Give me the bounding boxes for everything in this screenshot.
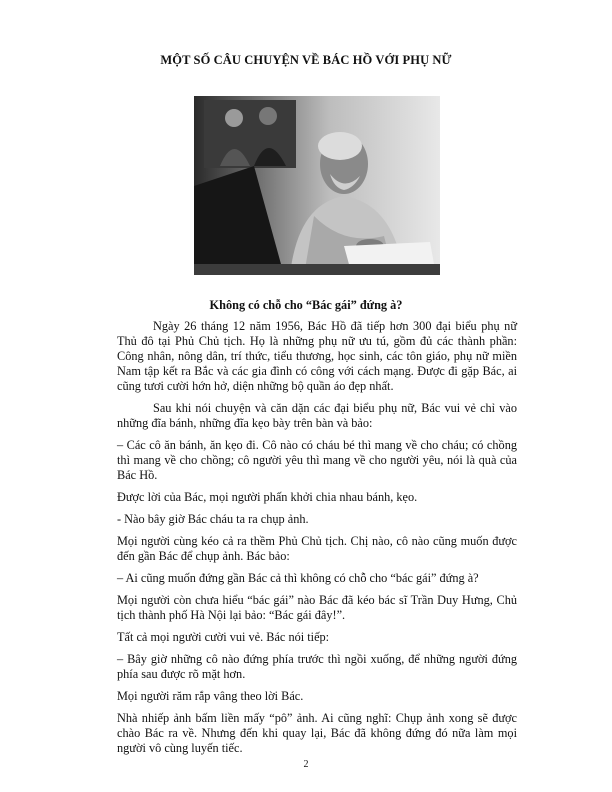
story-title: Không có chỗ cho “Bác gái” đứng à?: [209, 298, 403, 312]
page-number: 2: [303, 759, 309, 770]
paragraph: Sau khi nói chuyện và căn dặn các đại biểu phụ nữ, Bác vui vẻ chỉ vào những đĩa bánh, những đĩa kẹo bày trên bàn và bảo:: [117, 401, 517, 430]
paragraph: Mọi người răm rắp vâng theo lời Bác.: [117, 689, 304, 703]
paragraph: Mọi người cùng kéo cả ra thềm Phủ Chủ tịch. Chị nào, cô nào cũng muốn được đến gần Bác để chụp ảnh. Bác bảo:: [117, 534, 517, 563]
paragraph: - Nào bây giờ Bác cháu ta ra chụp ảnh.: [117, 512, 309, 526]
paragraph: Nhà nhiếp ảnh bấm liền mấy “pô” ảnh. Ai cũng nghĩ: Chụp ảnh xong sẽ được chào Bác ra về. Nhưng đến khi quay lại, Bác đã không đứng đó nữa làm mọi người vô cùng luyến tiếc.: [117, 711, 517, 755]
paragraph: Ngày 26 tháng 12 năm 1956, Bác Hồ đã tiếp hơn 300 đại biểu phụ nữ Thủ đô tại Phủ Chủ tịch. Họ là những phụ nữ ưu tú, gồm đủ các thành phần: Công nhân, nông dân, trí thức, tiểu thương, học sinh, các tôn giáo, phụ nữ miền Nam tập kết ra Bắc và các gia đình có công với cách mạng. Được đi gặp Bác, ai cũng tươi cười hớn hở, diện những bộ quần áo đẹp nhất.: [117, 319, 517, 393]
paragraph: Tất cả mọi người cười vui vẻ. Bác nói tiếp:: [117, 630, 330, 644]
paragraph: Được lời của Bác, mọi người phấn khởi chia nhau bánh, kẹo.: [117, 490, 418, 504]
paragraph: – Ai cũng muốn đứng gần Bác cả thì không có chỗ cho “bác gái” đứng à?: [117, 571, 479, 585]
story-body: [117, 319, 517, 763]
paragraph: – Bây giờ những cô nào đứng phía trước thì ngồi xuống, để những người đứng phía sau được rõ mặt hơn.: [117, 652, 517, 681]
page-title: MỘT SỐ CÂU CHUYỆN VỀ BÁC HỒ VỚI PHỤ NỮ: [160, 53, 452, 67]
portrait-photo: [194, 96, 440, 275]
paragraph: Mọi người còn chưa hiểu “bác gái” nào Bác đã kéo bác sĩ Trần Duy Hưng, Chủ tịch thành phố Hà Nội lại bảo: “Bác gái đây!”.: [117, 593, 517, 622]
paragraph: – Các cô ăn bánh, ăn kẹo đi. Cô nào có cháu bé thì mang về cho cháu; có chồng thì mang về cho chồng; cô người yêu thì mang về cho người yêu, nói là quà của Bác Hồ.: [117, 438, 517, 482]
